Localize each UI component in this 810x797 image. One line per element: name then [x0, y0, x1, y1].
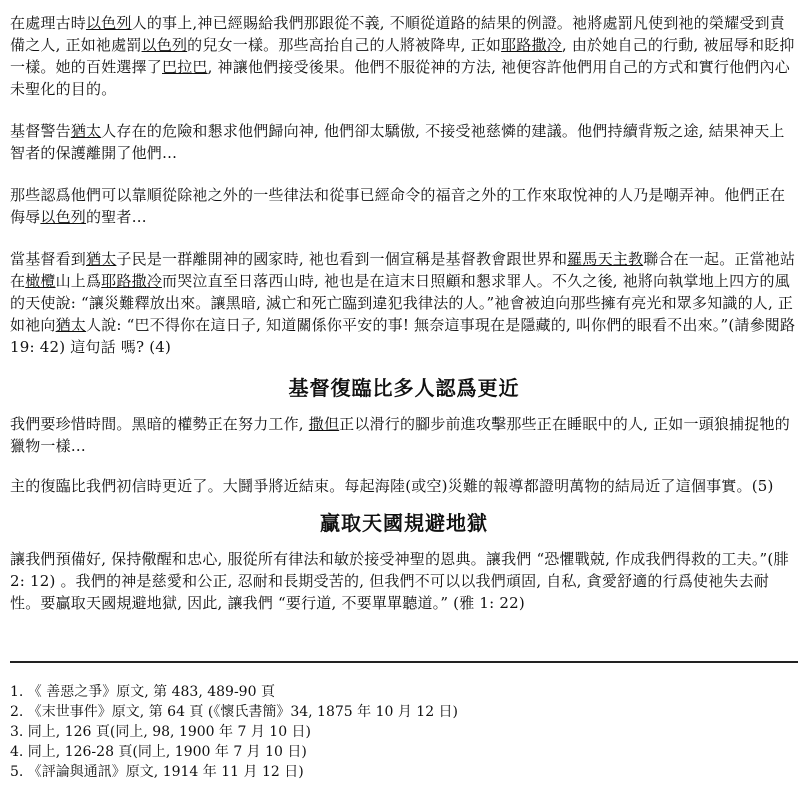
underlined-name: 以色列	[40, 208, 87, 226]
section-heading-1: 基督復臨比多人認爲更近	[288, 376, 520, 400]
text-run: 讓我們預備好, 保持儆醒和忠心, 服從所有律法和敏於接受神聖的恩典。讓我們 “恐懼戰兢, 作成我們得救的工夫。”(腓 2: 12) 。我們的神是慈愛和公正, 忍耐和長期受苦的, 但我們不可以以我們頑固, 自私, 貪愛舒適的行爲使祂失去耐性。要贏取天國規避地獄, 因此, 讓我們 “要行道, 不要單單聽道。” (雅 1: 22)	[10, 550, 789, 612]
footnote-item: 2. 《末世事件》原文, 第 64 頁 (《懷氏書簡》34, 1875 年 10 月 12 日)	[10, 704, 459, 720]
text-run: 人存在的危險和懇求他們歸向神, 他們卻太驕傲, 不接受祂慈憐的建議。他們持續背叛之途, 結果神天上智者的保護離開了他們…	[10, 122, 785, 162]
section-2-body	[10, 548, 798, 614]
underlined-name: 猶太	[55, 316, 87, 334]
section-1-body	[10, 413, 798, 497]
underlined-name: 橄欖	[25, 272, 56, 290]
text-run: 在處理古時	[10, 14, 87, 32]
text-run: 我們要珍惜時間。黑暗的權勢正在努力工作,	[10, 415, 309, 433]
underlined-name: 猶太	[70, 122, 102, 140]
text-run: 而哭泣直至日落西山時, 祂也是在這末日照顧和懇求罪人。不久之後, 祂將向執掌地上四方的風的天使說: “讓災難釋放出來。讓黑暗, 滅亡和死亡臨到違犯我律法的人。”祂會被迫向那些擁有亮光和眾多知識的人, 正如祂向	[10, 272, 794, 334]
paragraph	[10, 475, 798, 497]
text-run: 基督警告	[10, 122, 71, 140]
text-run: 當基督看到	[10, 250, 87, 268]
text-run: 主的復臨比我們初信時更近了。大鬪爭將近結束。每起海陸(或空)災難的報導都證明萬物的結局近了這個事實。(5)	[10, 477, 774, 495]
text-run: , 神讓他們接受後果。他們不服從神的方法, 祂便容許他們用自己的方式和實行他們內心未聖化的目的。	[10, 58, 790, 98]
intro-paragraphs	[10, 12, 798, 358]
footnote-item: 5. 《評論與通訊》原文, 1914 年 11 月 12 日)	[10, 764, 304, 780]
text-run: 的聖者…	[86, 208, 147, 226]
footnote-item: 4. 同上, 126-28 頁(同上, 1900 年 7 月 10 日)	[10, 744, 307, 760]
footnote-item: 3. 同上, 126 頁(同上, 98, 1900 年 7 月 10 日)	[10, 724, 312, 740]
paragraph	[10, 248, 798, 358]
text-run: 那些認爲他們可以靠順從除祂之外的一些律法和從事已經命令的福音之外的工作來取悅神的人乃是嘲弄神。他們正在侮辱	[10, 186, 786, 226]
text-run: 人的事上,神已經賜給我們那跟從不義, 不順從道路的結果的例證。祂將處罰凡使到祂的榮耀受到責備之人, 正如祂處罰	[10, 14, 785, 54]
paragraph-gap	[10, 164, 798, 184]
text-run: , 由於她自己的行動, 被屈辱和貶抑一樣。她的百姓選擇了	[10, 36, 795, 76]
footnote-item: 1. 《 善惡之爭》原文, 第 483, 489-90 頁	[10, 684, 275, 700]
underlined-name: 以色列	[141, 36, 188, 54]
footnotes-list	[10, 682, 458, 782]
paragraph	[10, 548, 798, 614]
underlined-name: 撒但	[308, 415, 340, 433]
underlined-name: 羅馬天主教	[567, 250, 644, 268]
paragraph	[10, 413, 798, 457]
paragraph-gap	[10, 100, 798, 120]
paragraph-gap	[10, 457, 798, 475]
text-run: 山上爲	[55, 272, 102, 290]
paragraph	[10, 12, 798, 100]
text-run: 聯合在一起。正當祂站在	[10, 250, 796, 290]
text-run: 人說: “巴不得你在這日子, 知道關係你平安的事! 無奈這事現在是隱藏的, 叫你們的眼看不出來。”(請參閱路 19: 42) 這句話 嗎? (4)	[10, 316, 796, 356]
text-run: 子民是一群離開神的國家時, 祂也看到一個宣稱是基督教會跟世界和	[116, 250, 568, 268]
underlined-name: 耶路撒冷	[101, 272, 163, 290]
text-run: 的兒女一樣。那些高抬自己的人將被降卑, 正如	[187, 36, 502, 54]
paragraph	[10, 184, 798, 228]
footnote-divider	[10, 661, 798, 663]
text-run: 正以滑行的腳步前進攻擊那些正在睡眠中的人, 正如一頭狼捕捉牠的獵物一樣…	[10, 415, 790, 455]
underlined-name: 耶路撒冷	[501, 36, 562, 54]
underlined-name: 以色列	[86, 14, 132, 32]
paragraph	[10, 120, 798, 164]
paragraph-gap	[10, 228, 798, 248]
underlined-name: 巴拉巴	[162, 58, 208, 76]
section-heading-2: 贏取天國規避地獄	[320, 511, 488, 535]
underlined-name: 猶太	[86, 250, 117, 268]
